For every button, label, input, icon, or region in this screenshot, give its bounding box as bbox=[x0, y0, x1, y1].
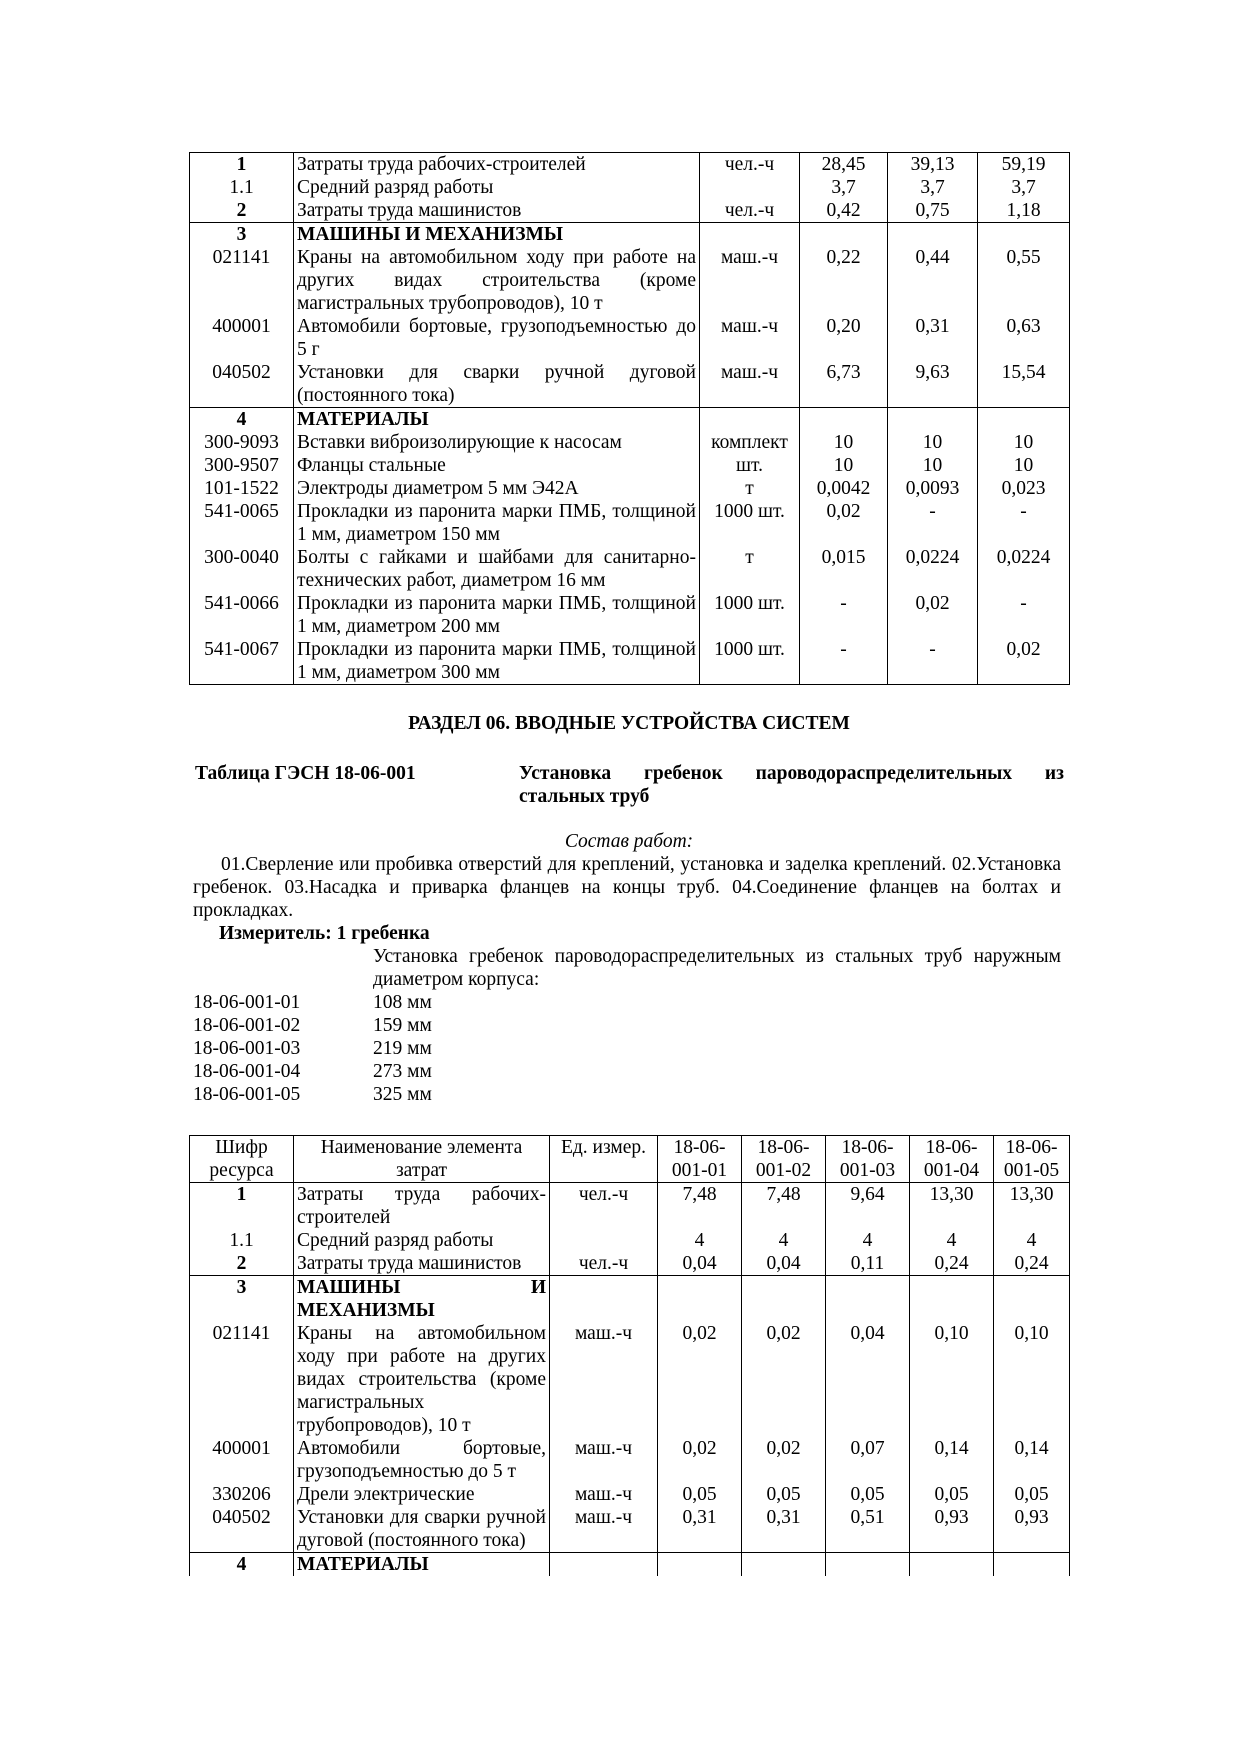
value-cell: - bbox=[800, 592, 888, 638]
value-cell bbox=[826, 1553, 910, 1577]
unit-cell: чел.-ч bbox=[550, 1252, 658, 1276]
resource-name-cell: Затраты труда машинистов bbox=[294, 199, 700, 223]
value-cell: - bbox=[888, 500, 978, 546]
value-cell: 0,05 bbox=[658, 1483, 742, 1506]
value-cell: 0,31 bbox=[888, 315, 978, 361]
value-cell: 0,04 bbox=[742, 1252, 826, 1276]
value-cell: 0,51 bbox=[826, 1506, 910, 1553]
value-cell: 0,31 bbox=[658, 1506, 742, 1553]
value-cell: 0,02 bbox=[978, 638, 1070, 685]
resource-code-cell: 330206 bbox=[190, 1483, 294, 1506]
installation-description: Установка гребенок пароводораспределительных из стальных труб наружным диаметром корпуса: bbox=[373, 946, 1061, 990]
resource-name-cell: МАТЕРИАЛЫ bbox=[294, 408, 700, 432]
value-cell: 7,48 bbox=[742, 1183, 826, 1230]
table-row bbox=[190, 638, 1070, 685]
meter-label: Измеритель: 1 гребенка bbox=[219, 923, 430, 944]
table-row bbox=[190, 1229, 1070, 1252]
table-row bbox=[190, 1553, 1070, 1577]
value-cell: 0,14 bbox=[910, 1437, 994, 1483]
resource-code-cell: 541-0067 bbox=[190, 638, 294, 685]
unit-cell: комплект bbox=[700, 431, 800, 454]
list-item bbox=[193, 1014, 432, 1037]
resource-name-cell: Автомобили бортовые, грузоподъемностью до 5 т bbox=[294, 1437, 550, 1483]
value-cell: 0,0042 bbox=[800, 477, 888, 500]
value-cell: 9,63 bbox=[888, 361, 978, 408]
resource-name-cell: Прокладки из паронита марки ПМБ, толщиной 1 мм, диаметром 200 мм bbox=[294, 592, 700, 638]
table-row bbox=[190, 1183, 1070, 1230]
resource-code-cell: 2 bbox=[190, 199, 294, 223]
resource-name-cell: Установки для сварки ручной дуговой (постоянного тока) bbox=[294, 361, 700, 408]
header-cell: 18-06-001-05 bbox=[994, 1136, 1070, 1183]
resource-code-cell: 3 bbox=[190, 223, 294, 247]
value-cell: 28,45 bbox=[800, 153, 888, 177]
unit-cell bbox=[700, 223, 800, 247]
value-cell: 0,02 bbox=[800, 500, 888, 546]
resource-code-cell: 1.1 bbox=[190, 176, 294, 199]
list-item bbox=[193, 1060, 432, 1083]
value-cell: - bbox=[978, 592, 1070, 638]
resource-name-cell: Краны на автомобильном ходу при работе на других видах строительства (кроме магистральных трубопроводов), 10 т bbox=[294, 1322, 550, 1437]
unit-cell: маш.-ч bbox=[700, 361, 800, 408]
resource-name-cell: Средний разряд работы bbox=[294, 1229, 550, 1252]
table-row bbox=[190, 223, 1070, 247]
table-name: Установка гребенок пароводораспределительных из стальных труб bbox=[519, 763, 1064, 807]
unit-cell: маш.-ч bbox=[700, 315, 800, 361]
resource-code-cell: 1 bbox=[190, 153, 294, 177]
resource-name-cell: Прокладки из паронита марки ПМБ, толщиной 1 мм, диаметром 150 мм bbox=[294, 500, 700, 546]
unit-cell bbox=[550, 1553, 658, 1577]
value-cell: 0,10 bbox=[910, 1322, 994, 1437]
unit-cell bbox=[550, 1276, 658, 1323]
value-cell: 0,14 bbox=[994, 1437, 1070, 1483]
unit-cell bbox=[700, 176, 800, 199]
value-cell: 9,64 bbox=[826, 1183, 910, 1230]
table-row bbox=[190, 1276, 1070, 1323]
value-cell: 15,54 bbox=[978, 361, 1070, 408]
value-cell: 0,55 bbox=[978, 246, 1070, 315]
unit-cell: чел.-ч bbox=[700, 199, 800, 223]
norm-code: 18-06-001-03 bbox=[193, 1038, 301, 1059]
list-item bbox=[193, 1037, 432, 1060]
resource-name-cell: Затраты труда рабочих-строителей bbox=[294, 1183, 550, 1230]
resource-name-cell: Болты с гайками и шайбами для санитарно-технических работ, диаметром 16 мм bbox=[294, 546, 700, 592]
works-description: 01.Сверление или пробивка отверстий для креплений, установка и заделка креплений. 02.Установка гребенок. 03.Насадка и приварка фланцев на концы труб. 04.Соединение фланцев на болтах и прокладках. bbox=[193, 854, 1061, 921]
resource-code-cell: 541-0066 bbox=[190, 592, 294, 638]
value-cell: 0,02 bbox=[888, 592, 978, 638]
resource-code-cell: 021141 bbox=[190, 1322, 294, 1437]
value-cell: 0,05 bbox=[910, 1483, 994, 1506]
header-cell: 18-06-001-04 bbox=[910, 1136, 994, 1183]
value-cell: 0,75 bbox=[888, 199, 978, 223]
value-cell: 0,22 bbox=[800, 246, 888, 315]
value-cell: 0,02 bbox=[742, 1437, 826, 1483]
header-cell: Наименование элемента затрат bbox=[294, 1136, 550, 1183]
value-cell: 0,05 bbox=[742, 1483, 826, 1506]
value-cell: 10 bbox=[978, 431, 1070, 454]
norm-size: 219 мм bbox=[373, 1038, 432, 1059]
value-cell bbox=[910, 1276, 994, 1323]
value-cell: 0,04 bbox=[826, 1322, 910, 1437]
value-cell bbox=[800, 408, 888, 432]
resource-code-cell: 1 bbox=[190, 1183, 294, 1230]
unit-cell: т bbox=[700, 546, 800, 592]
unit-cell bbox=[700, 408, 800, 432]
resource-name-cell: Затраты труда машинистов bbox=[294, 1252, 550, 1276]
resource-code-cell: 300-9093 bbox=[190, 431, 294, 454]
value-cell: - bbox=[800, 638, 888, 685]
value-cell: 7,48 bbox=[658, 1183, 742, 1230]
resource-code-cell: 2 bbox=[190, 1252, 294, 1276]
value-cell: 10 bbox=[888, 431, 978, 454]
resource-name-cell: Автомобили бортовые, грузоподъемностью до 5 г bbox=[294, 315, 700, 361]
value-cell bbox=[826, 1276, 910, 1323]
table-row bbox=[190, 1322, 1070, 1437]
value-cell: 0,42 bbox=[800, 199, 888, 223]
table-row bbox=[190, 1437, 1070, 1483]
value-cell: 0,24 bbox=[994, 1252, 1070, 1276]
value-cell: 0,0224 bbox=[888, 546, 978, 592]
resource-name-cell: МАШИНЫ И МЕХАНИЗМЫ bbox=[294, 223, 700, 247]
value-cell bbox=[978, 223, 1070, 247]
value-cell bbox=[888, 408, 978, 432]
table-row bbox=[190, 1483, 1070, 1506]
table-row bbox=[190, 431, 1070, 454]
value-cell: 59,19 bbox=[978, 153, 1070, 177]
norm-size: 108 мм bbox=[373, 992, 432, 1013]
resource-name-cell: Средний разряд работы bbox=[294, 176, 700, 199]
value-cell: 0,10 bbox=[994, 1322, 1070, 1437]
unit-cell: маш.-ч bbox=[700, 246, 800, 315]
value-cell bbox=[994, 1276, 1070, 1323]
unit-cell: 1000 шт. bbox=[700, 500, 800, 546]
unit-cell: маш.-ч bbox=[550, 1483, 658, 1506]
value-cell bbox=[994, 1553, 1070, 1577]
table-row bbox=[190, 153, 1070, 177]
list-item bbox=[193, 1083, 432, 1106]
value-cell: 1,18 bbox=[978, 199, 1070, 223]
norm-size: 273 мм bbox=[373, 1061, 432, 1082]
header-cell: 18-06-001-01 bbox=[658, 1136, 742, 1183]
unit-cell: 1000 шт. bbox=[700, 592, 800, 638]
norm-codes-list bbox=[193, 991, 432, 1106]
unit-cell: маш.-ч bbox=[550, 1322, 658, 1437]
header-cell: Шифр ресурса bbox=[190, 1136, 294, 1183]
resource-code-cell: 1.1 bbox=[190, 1229, 294, 1252]
value-cell: 4 bbox=[994, 1229, 1070, 1252]
value-cell: 13,30 bbox=[910, 1183, 994, 1230]
resource-name-cell: Вставки виброизолирующие к насосам bbox=[294, 431, 700, 454]
value-cell bbox=[742, 1553, 826, 1577]
value-cell bbox=[910, 1553, 994, 1577]
norm-code: 18-06-001-02 bbox=[193, 1015, 301, 1036]
value-cell: 3,7 bbox=[888, 176, 978, 199]
value-cell: 0,24 bbox=[910, 1252, 994, 1276]
value-cell: 10 bbox=[800, 431, 888, 454]
norm-code: 18-06-001-01 bbox=[193, 992, 301, 1013]
resource-name-cell: Прокладки из паронита марки ПМБ, толщиной 1 мм, диаметром 300 мм bbox=[294, 638, 700, 685]
value-cell: 0,0224 bbox=[978, 546, 1070, 592]
header-cell: 18-06-001-03 bbox=[826, 1136, 910, 1183]
value-cell: 0,023 bbox=[978, 477, 1070, 500]
value-cell: 0,02 bbox=[658, 1322, 742, 1437]
value-cell: 4 bbox=[658, 1229, 742, 1252]
table-row bbox=[190, 454, 1070, 477]
norm-size: 325 мм bbox=[373, 1084, 432, 1105]
table-row bbox=[190, 315, 1070, 361]
value-cell: - bbox=[888, 638, 978, 685]
unit-cell: маш.-ч bbox=[550, 1437, 658, 1483]
resource-code-cell: 300-9507 bbox=[190, 454, 294, 477]
resource-code-cell: 021141 bbox=[190, 246, 294, 315]
table-row bbox=[190, 361, 1070, 408]
unit-cell: т bbox=[700, 477, 800, 500]
value-cell: 0,44 bbox=[888, 246, 978, 315]
value-cell bbox=[658, 1276, 742, 1323]
value-cell: 0,20 bbox=[800, 315, 888, 361]
value-cell: 10 bbox=[800, 454, 888, 477]
table-row bbox=[190, 408, 1070, 432]
value-cell: 3,7 bbox=[800, 176, 888, 199]
value-cell: 0,31 bbox=[742, 1506, 826, 1553]
table-row bbox=[190, 500, 1070, 546]
unit-cell: чел.-ч bbox=[700, 153, 800, 177]
unit-cell: маш.-ч bbox=[550, 1506, 658, 1553]
table-row bbox=[190, 199, 1070, 223]
value-cell bbox=[888, 223, 978, 247]
resource-code-cell: 541-0065 bbox=[190, 500, 294, 546]
resource-name-cell: Фланцы стальные bbox=[294, 454, 700, 477]
value-cell: 0,0093 bbox=[888, 477, 978, 500]
value-cell: 3,7 bbox=[978, 176, 1070, 199]
resource-code-cell: 400001 bbox=[190, 1437, 294, 1483]
resource-code-cell: 040502 bbox=[190, 1506, 294, 1553]
resource-name-cell: МАШИНЫ И МЕХАНИЗМЫ bbox=[294, 1276, 550, 1323]
value-cell: 0,93 bbox=[910, 1506, 994, 1553]
resource-name-cell: Краны на автомобильном ходу при работе на других видах строительства (кроме магистральных трубопроводов), 10 т bbox=[294, 246, 700, 315]
value-cell: 39,13 bbox=[888, 153, 978, 177]
resource-code-cell: 4 bbox=[190, 1553, 294, 1577]
table-row bbox=[190, 592, 1070, 638]
table-row bbox=[190, 246, 1070, 315]
value-cell: 0,11 bbox=[826, 1252, 910, 1276]
table-row bbox=[190, 1252, 1070, 1276]
value-cell: 10 bbox=[888, 454, 978, 477]
table-row bbox=[190, 546, 1070, 592]
resource-code-cell: 400001 bbox=[190, 315, 294, 361]
value-cell: 4 bbox=[826, 1229, 910, 1252]
resource-code-cell: 101-1522 bbox=[190, 477, 294, 500]
norm-size: 159 мм bbox=[373, 1015, 432, 1036]
value-cell bbox=[742, 1276, 826, 1323]
resource-code-cell: 040502 bbox=[190, 361, 294, 408]
value-cell bbox=[800, 223, 888, 247]
resource-code-cell: 3 bbox=[190, 1276, 294, 1323]
section-title: РАЗДЕЛ 06. ВВОДНЫЕ УСТРОЙСТВА СИСТЕМ bbox=[408, 713, 850, 734]
resource-name-cell: Дрели электрические bbox=[294, 1483, 550, 1506]
norm-code: 18-06-001-04 bbox=[193, 1061, 301, 1082]
table-row bbox=[190, 1506, 1070, 1553]
value-cell: 0,04 bbox=[658, 1252, 742, 1276]
unit-cell: чел.-ч bbox=[550, 1183, 658, 1230]
table-code: Таблица ГЭСН 18-06-001 bbox=[195, 763, 416, 784]
resource-table-continued bbox=[189, 152, 1070, 685]
resource-name-cell: МАТЕРИАЛЫ bbox=[294, 1553, 550, 1577]
unit-cell: шт. bbox=[700, 454, 800, 477]
value-cell: 0,05 bbox=[994, 1483, 1070, 1506]
value-cell: 0,015 bbox=[800, 546, 888, 592]
resource-name-cell: Установки для сварки ручной дуговой (постоянного тока) bbox=[294, 1506, 550, 1553]
value-cell: 6,73 bbox=[800, 361, 888, 408]
value-cell: 0,02 bbox=[742, 1322, 826, 1437]
value-cell: 0,02 bbox=[658, 1437, 742, 1483]
resource-table bbox=[189, 1135, 1070, 1576]
value-cell: 4 bbox=[910, 1229, 994, 1252]
unit-cell: 1000 шт. bbox=[700, 638, 800, 685]
resource-name-cell: Электроды диаметром 5 мм Э42А bbox=[294, 477, 700, 500]
value-cell: 4 bbox=[742, 1229, 826, 1252]
value-cell bbox=[978, 408, 1070, 432]
value-cell: 0,07 bbox=[826, 1437, 910, 1483]
value-cell bbox=[658, 1553, 742, 1577]
norm-code: 18-06-001-05 bbox=[193, 1084, 301, 1105]
resource-code-cell: 4 bbox=[190, 408, 294, 432]
header-cell: Ед. измер. bbox=[550, 1136, 658, 1183]
table-row bbox=[190, 477, 1070, 500]
header-cell: 18-06-001-02 bbox=[742, 1136, 826, 1183]
value-cell: 0,05 bbox=[826, 1483, 910, 1506]
value-cell: 10 bbox=[978, 454, 1070, 477]
value-cell: 13,30 bbox=[994, 1183, 1070, 1230]
resource-code-cell: 300-0040 bbox=[190, 546, 294, 592]
list-item bbox=[193, 991, 432, 1014]
unit-cell bbox=[550, 1229, 658, 1252]
resource-name-cell: Затраты труда рабочих-строителей bbox=[294, 153, 700, 177]
works-heading: Состав работ: bbox=[564, 831, 694, 852]
table-row bbox=[190, 176, 1070, 199]
value-cell: 0,93 bbox=[994, 1506, 1070, 1553]
value-cell: - bbox=[978, 500, 1070, 546]
value-cell: 0,63 bbox=[978, 315, 1070, 361]
